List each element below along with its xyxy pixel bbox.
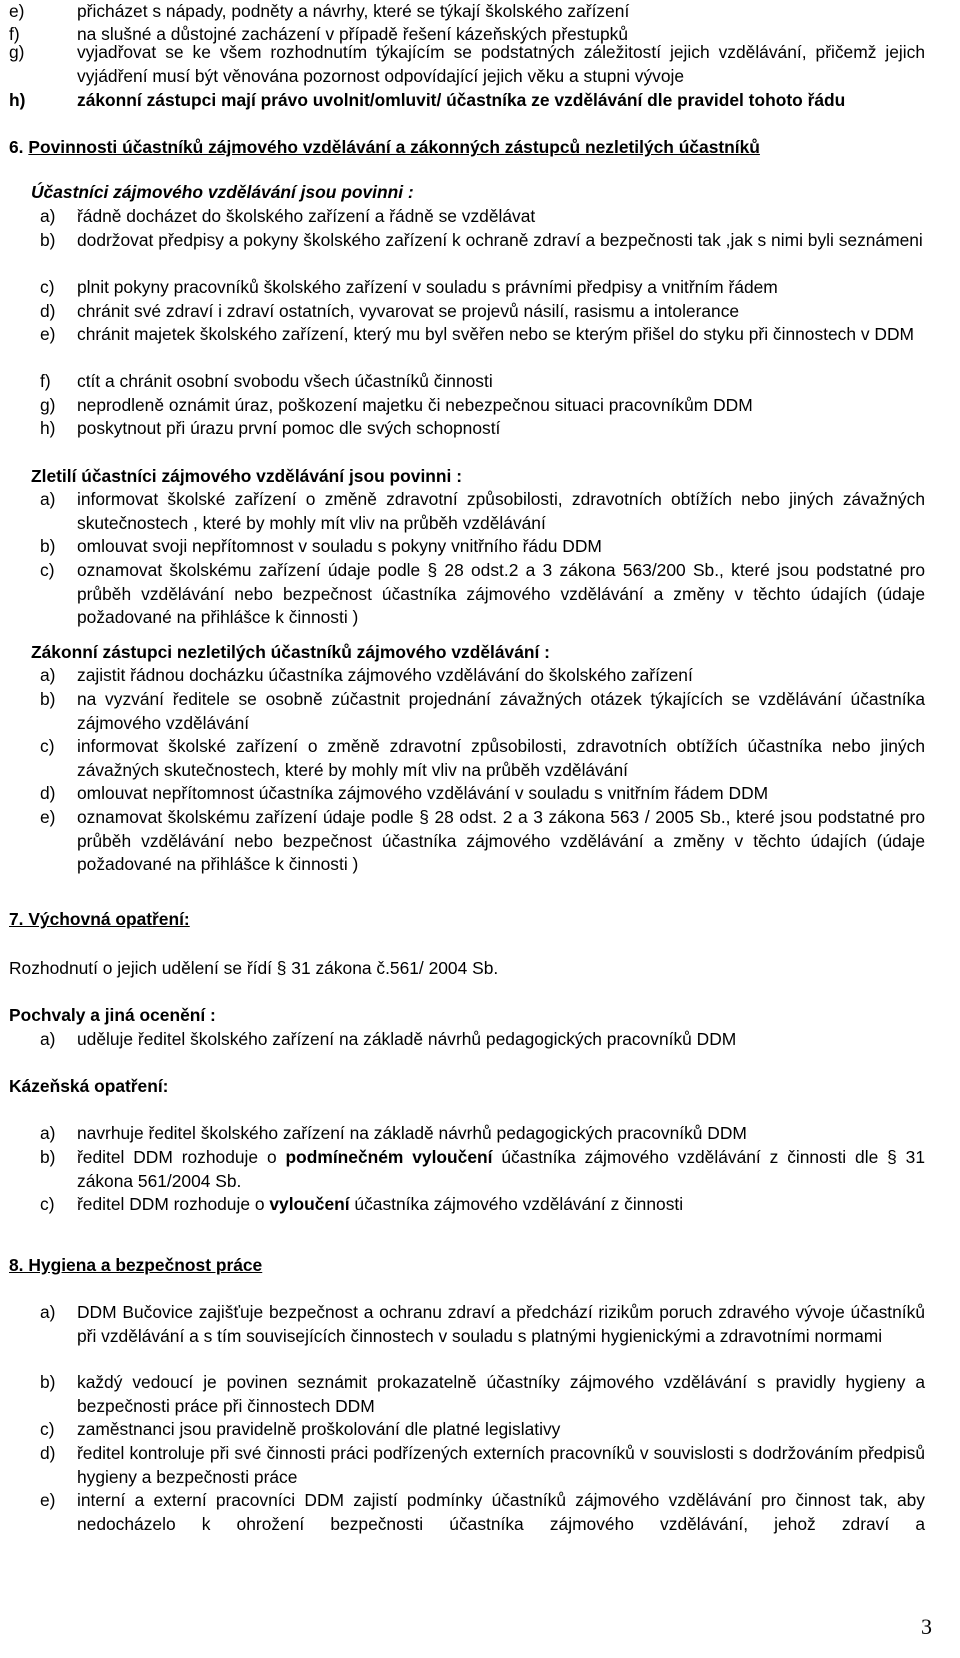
list-item: b) ředitel DDM rozhoduje o podmínečném vyloučení účastníka zájmového vzdělávání z činnosti dle § 31 zákona 561/2004 Sb.	[40, 1147, 925, 1191]
list-item: a) řádně docházet do školského zařízení a řádně se vzdělávat	[40, 206, 536, 226]
list-item: e) oznamovat školskému zařízení údaje podle § 28 odst. 2 a 3 zákona 563 / 2005 Sb., které jsou podstatné pro průběh vzdělávání nebo bezpečnost účastníka zájmového vzdělávání a změny v těchto údajích (údaje požadované na přihlášce k činnosti )	[40, 807, 925, 875]
list-item: d) omlouvat nepřítomnost účastníka zájmového vzdělávání v souladu s vnitřním řádem DDM	[40, 783, 769, 803]
list-item: b) na vyzvání ředitele se osobně zúčastnit projednání závažných otázek týkajících se vzdělávání účastníka zájmového vzdělávání	[40, 689, 925, 733]
list-item: a) informovat školské zařízení o změně zdravotní způsobilosti, zdravotních obtížích nebo jiných závažných skutečnostech , které by mohly mít vliv na průběh vzdělávání	[40, 489, 925, 533]
list-item: h) poskytnout při úrazu první pomoc dle svých schopností	[40, 418, 501, 438]
page-number: 3	[921, 1614, 932, 1639]
list-item: d) chránit své zdraví i zdraví ostatních, vyvarovat se projevů násilí, rasismu a intolerance	[40, 301, 740, 321]
list-item: g) neprodleně oznámit úraz, poškození majetku či nebezpečnou situaci pracovníkům DDM	[40, 395, 753, 415]
list-item: f) na slušné a důstojné zacházení v případě řešení kázeňských přestupků	[9, 24, 629, 44]
subsection-heading: Zákonní zástupci nezletilých účastníků zájmového vzdělávání :	[31, 642, 550, 662]
subsection-heading: Zletilí účastníci zájmového vzdělávání jsou povinni :	[31, 466, 462, 486]
section-heading: 8. Hygiena a bezpečnost práce	[9, 1255, 263, 1275]
list-item: e) chránit majetek školského zařízení, který mu byl svěřen nebo se kterým přišel do styku při činnostech v DDM	[40, 324, 915, 344]
subsection-heading: Kázeňská opatření:	[9, 1076, 169, 1096]
list-item: c) plnit pokyny pracovníků školského zařízení v souladu s právními předpisy a vnitřním řádem	[40, 277, 778, 297]
list-item: a) DDM Bučovice zajišťuje bezpečnost a ochranu zdraví a předchází rizikům poruch zdravého vývoje účastníků při vzdělávání a s tím souvisejících činnostech v souladu s platnými hygienickými a zdravotními normami	[40, 1302, 925, 1346]
list-item: f) ctít a chránit osobní svobodu všech účastníků činnosti	[40, 371, 493, 391]
list-item: a) zajistit řádnou docházku účastníka zájmového vzdělávání do školského zařízení	[40, 665, 693, 685]
list-item: b) dodržovat předpisy a pokyny školského zařízení k ochraně zdraví a bezpečnosti tak ,jak s nimi byli seznámeni	[40, 230, 923, 250]
subsection-heading: Pochvaly a jiná ocenění :	[9, 1005, 216, 1025]
list-item: d) ředitel kontroluje při své činnosti práci podřízených externích pracovníků v souvislosti s dodržováním předpisů hygieny a bezpečnosti práce	[40, 1443, 925, 1487]
list-item: h) zákonní zástupci mají právo uvolnit/omluvit/ účastníka ze vzdělávání dle pravidel tohoto řádu	[9, 90, 846, 110]
list-item: a) uděluje ředitel školského zařízení na základě návrhů pedagogických pracovníků DDM	[40, 1029, 737, 1049]
section-heading: 7. Výchovná opatření:	[9, 909, 190, 929]
list-item: c) oznamovat školskému zařízení údaje podle § 28 odst.2 a 3 zákona 563/200 Sb., které jsou podstatné pro průběh vzdělávání nebo bezpečnost účastníka zájmového vzdělávání a změny v těchto údajích (údaje požadované na přihlášce k činnosti )	[40, 560, 925, 628]
list-item: a) navrhuje ředitel školského zařízení na základě návrhů pedagogických pracovníků DDM	[40, 1123, 747, 1143]
list-item: c) ředitel DDM rozhoduje o vyloučení účastníka zájmového vzdělávání z činnosti	[40, 1194, 684, 1214]
list-item: b) omlouvat svoji nepřítomnost v souladu s pokyny vnitřního řádu DDM	[40, 536, 602, 556]
list-item: e) přicházet s nápady, podněty a návrhy, které se týkají školského zařízení	[9, 1, 630, 21]
list-item: b) každý vedoucí je povinen seznámit prokazatelně účastníky zájmového vzdělávání s pravidly hygieny a bezpečnosti práce při činnostech DDM	[40, 1372, 925, 1416]
list-item: g) vyjadřovat se ke všem rozhodnutím týkajícím se podstatných záležitostí jejich vzdělávání, přičemž jejich vyjádření musí být věnována pozornost odpovídající jejich věku a stupni vývoje	[9, 42, 925, 86]
section-heading: 6. Povinnosti účastníků zájmového vzdělávání a zákonných zástupců nezletilých účastníků	[9, 137, 760, 157]
paragraph: Rozhodnutí o jejich udělení se řídí § 31 zákona č.561/ 2004 Sb.	[9, 958, 499, 978]
subsection-heading: Účastníci zájmového vzdělávání jsou povinni :	[31, 182, 414, 202]
list-item: c) zaměstnanci jsou pravidelně proškolování dle platné legislativy	[40, 1419, 561, 1439]
list-item: c) informovat školské zařízení o změně zdravotní způsobilosti, zdravotních obtížích účastníka nebo jiných závažných skutečnostech, které by mohly mít vliv na průběh vzdělávání	[40, 736, 925, 780]
list-item: e) interní a externí pracovníci DDM zajistí podmínky účastníků zájmového vzdělávání pro činnost tak, aby nedocházelo k ohrožení bezpečnosti účastníka zájmového vzdělávání, jehož zdraví a	[40, 1490, 925, 1534]
